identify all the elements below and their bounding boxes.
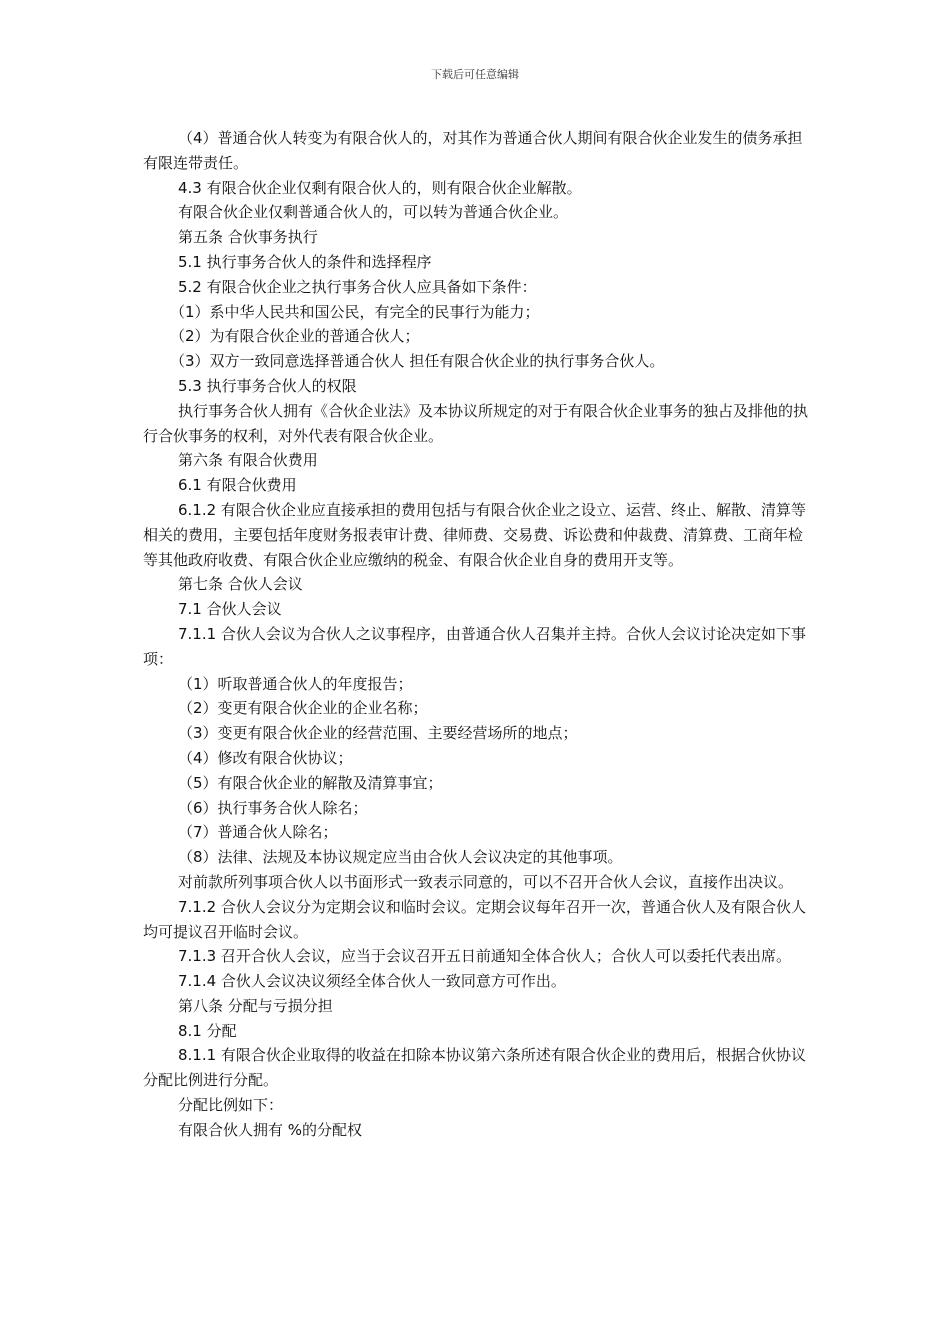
paragraph: （3）双方一致同意选择普通合伙人 担任有限合伙企业的执行事务合伙人。: [170, 352, 665, 371]
paragraph: 第六条 有限合伙费用: [178, 451, 318, 470]
paragraph: （7）普通合伙人除名；: [178, 823, 338, 842]
paragraph: 执行事务合伙人拥有《合伙企业法》及本协议所规定的对于有限合伙企业事务的独占及排他的执行合伙事务的权利，对外代表有限合伙企业。: [143, 401, 809, 445]
paragraph: 分配比例如下：: [178, 1096, 284, 1115]
paragraph: （6）执行事务合伙人除名；: [178, 798, 368, 817]
paragraph: （2）变更有限合伙企业的企业名称；: [178, 699, 428, 718]
paragraph: （3）变更有限合伙企业的经营范围、主要经营场所的地点；: [178, 724, 578, 743]
paragraph: 6.1.2 有限合伙企业应直接承担的费用包括与有限合伙企业之设立、运营、终止、解散、清算等相关的费用，主要包括年度财务报表审计费、律师费、交易费、诉讼费和仲裁费、清算费、工商年检等其他政府收费、有限合伙企业应缴纳的税金、有限合伙企业自身的费用开支等。: [143, 500, 806, 569]
paragraph: 对前款所列事项合伙人以书面形式一致表示同意的，可以不召开合伙人会议，直接作出决议。: [178, 872, 794, 891]
paragraph: 7.1.1 合伙人会议为合伙人之议事程序，由普通合伙人召集并主持。合伙人会议讨论决定如下事项：: [143, 624, 806, 668]
document-body: [143, 126, 813, 1143]
paragraph: 第八条 分配与亏损分担: [178, 996, 333, 1015]
paragraph: 5.1 执行事务合伙人的条件和选择程序: [178, 252, 432, 271]
paragraph: （1）系中华人民共和国公民，有完全的民事行为能力；: [170, 302, 540, 321]
paragraph: （1）听取普通合伙人的年度报告；: [178, 674, 413, 693]
paragraph: 7.1 合伙人会议: [178, 600, 282, 619]
paragraph: （2）为有限合伙企业的普通合伙人；: [170, 327, 420, 346]
paragraph: 有限合伙人拥有 %的分配权: [178, 1120, 363, 1139]
paragraph: 第五条 合伙事务执行: [178, 228, 318, 247]
paragraph: 7.1.4 合伙人会议决议须经全体合伙人一致同意方可作出。: [178, 972, 566, 991]
paragraph: 第七条 合伙人会议: [178, 575, 303, 594]
paragraph: 6.1 有限合伙费用: [178, 476, 297, 495]
paragraph: 4.3 有限合伙企业仅剩有限合伙人的，则有限合伙企业解散。: [178, 178, 582, 197]
page-header: 下载后可任意编辑: [431, 68, 519, 81]
paragraph: 8.1 分配: [178, 1021, 237, 1040]
paragraph: 5.2 有限合伙企业之执行事务合伙人应具备如下条件：: [178, 277, 537, 296]
paragraph: 5.3 执行事务合伙人的权限: [178, 376, 357, 395]
paragraph: （4）普通合伙人转变为有限合伙人的，对其作为普通合伙人期间有限合伙企业发生的债务承担有限连带责任。: [143, 129, 803, 172]
paragraph: （5）有限合伙企业的解散及清算事宜；: [178, 773, 443, 792]
paragraph: 8.1.1 有限合伙企业取得的收益在扣除本协议第六条所述有限合伙企业的费用后，根据合伙协议分配比例进行分配。: [143, 1046, 806, 1090]
paragraph: 7.1.3 召开合伙人会议，应当于会议召开五日前通知全体合伙人；合伙人可以委托代表出席。: [178, 947, 791, 966]
paragraph: 7.1.2 合伙人会议分为定期会议和临时会议。定期会议每年召开一次，普通合伙人及有限合伙人均可提议召开临时会议。: [143, 897, 806, 941]
paragraph: （8）法律、法规及本协议规定应当由合伙人会议决定的其他事项。: [178, 848, 623, 867]
paragraph: （4）修改有限合伙协议；: [178, 748, 353, 767]
paragraph: 有限合伙企业仅剩普通合伙人的，可以转为普通合伙企业。: [178, 203, 569, 222]
